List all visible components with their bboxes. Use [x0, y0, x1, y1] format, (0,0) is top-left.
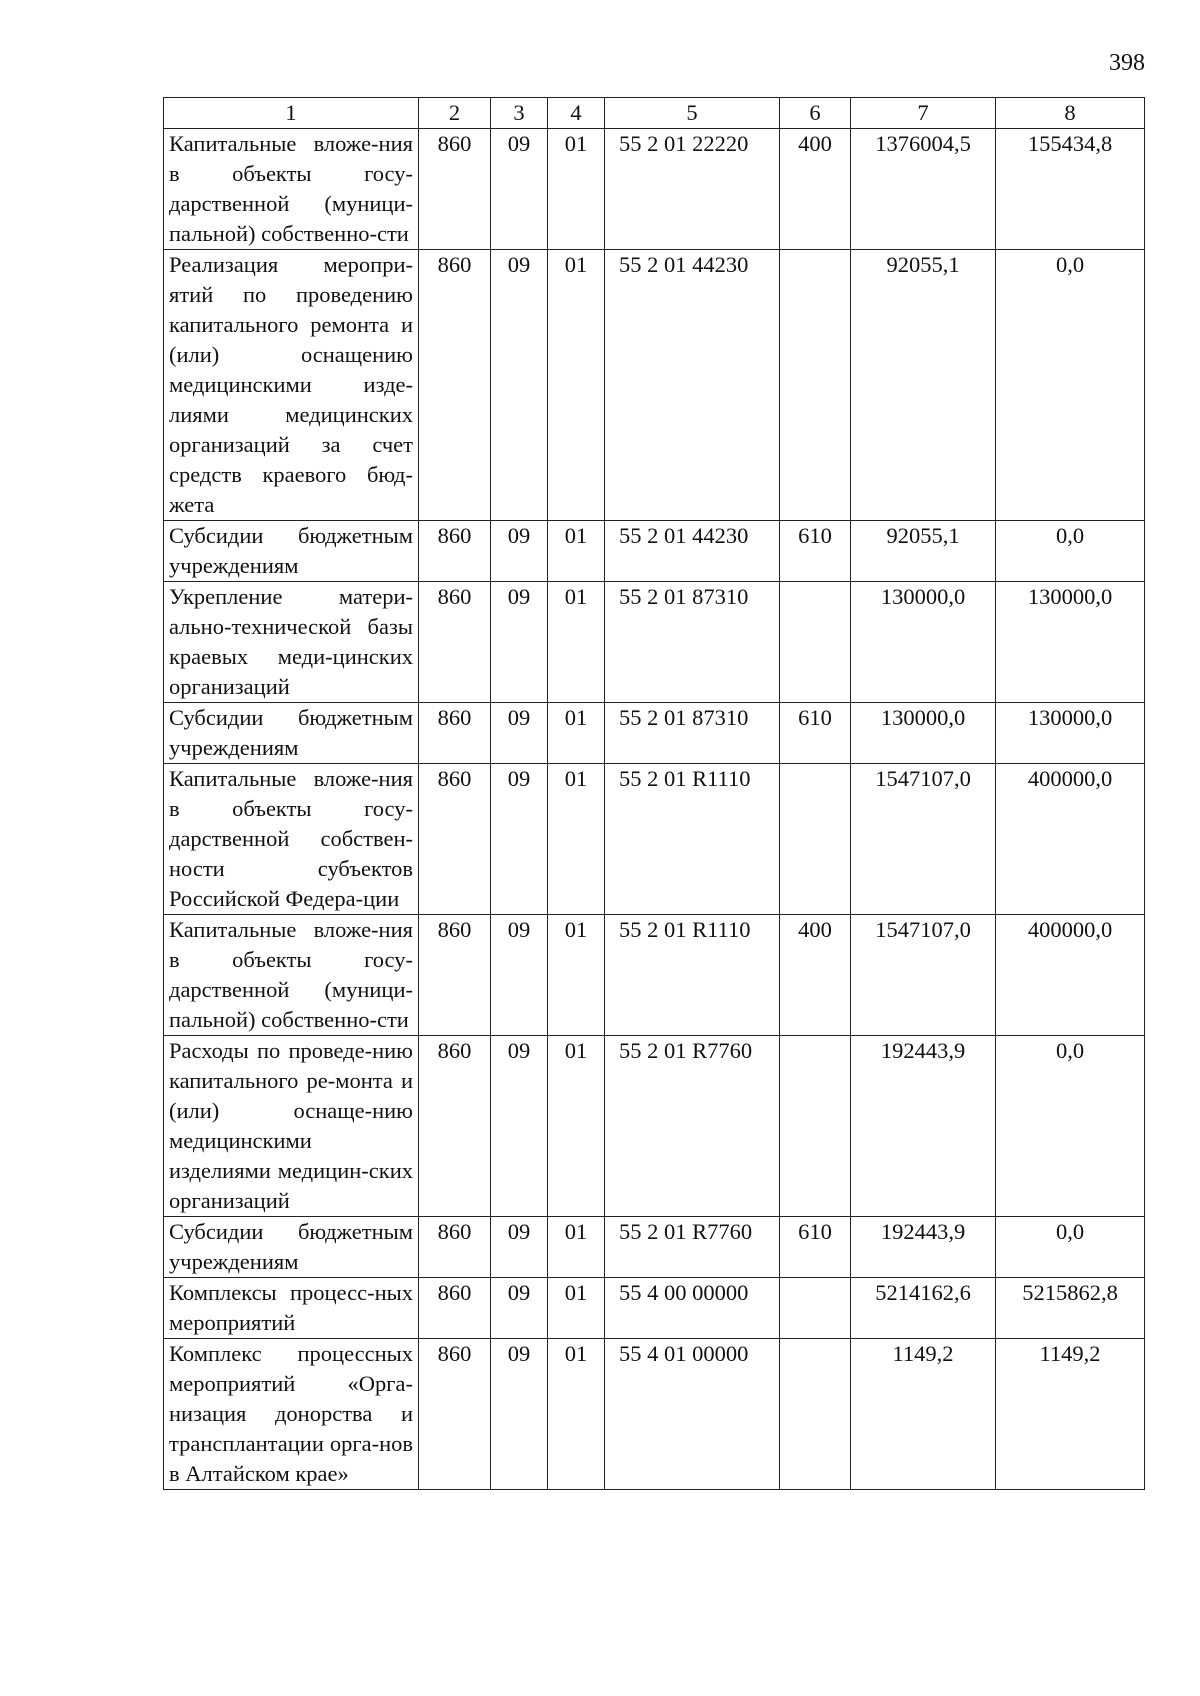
ministry-code-cell: 860 [419, 1036, 491, 1217]
section-code-cell: 09 [491, 764, 548, 915]
amount-year-2-cell: 5215862,8 [996, 1278, 1145, 1339]
table-row [164, 1339, 1145, 1490]
ministry-code-cell: 860 [419, 582, 491, 703]
target-article-cell: 55 2 01 87310 [605, 582, 780, 703]
target-article-cell: 55 2 01 R1110 [605, 764, 780, 915]
target-article-cell: 55 2 01 R1110 [605, 915, 780, 1036]
item-name-cell: Расходы по проведе-нию капитального ре-монта и (или) оснаще-нию медицинскими изделиями медицин-ских организаций [164, 1036, 419, 1217]
column-header: 1 [164, 98, 419, 129]
column-header: 4 [548, 98, 605, 129]
subsection-code-cell: 01 [548, 129, 605, 250]
table-row [164, 582, 1145, 703]
column-header: 5 [605, 98, 780, 129]
expense-type-cell [780, 764, 851, 915]
subsection-code-cell: 01 [548, 250, 605, 521]
ministry-code-cell: 860 [419, 1339, 491, 1490]
ministry-code-cell: 860 [419, 1217, 491, 1278]
amount-year-2-cell: 130000,0 [996, 582, 1145, 703]
expense-type-cell [780, 250, 851, 521]
amount-year-1-cell: 192443,9 [851, 1036, 996, 1217]
subsection-code-cell: 01 [548, 703, 605, 764]
amount-year-2-cell: 0,0 [996, 1217, 1145, 1278]
column-header: 8 [996, 98, 1145, 129]
amount-year-2-cell: 155434,8 [996, 129, 1145, 250]
column-header: 7 [851, 98, 996, 129]
expense-type-cell: 610 [780, 521, 851, 582]
amount-year-2-cell: 0,0 [996, 521, 1145, 582]
budget-table [163, 97, 1145, 1490]
item-name-cell: Реализация меропри-ятий по проведению капитального ремонта и (или) оснащению медицинскими изде-лиями медицинских организаций за счет средств краевого бюд-жета [164, 250, 419, 521]
amount-year-2-cell: 400000,0 [996, 764, 1145, 915]
item-name-cell: Комплексы процесс-ных мероприятий [164, 1278, 419, 1339]
amount-year-1-cell: 92055,1 [851, 521, 996, 582]
amount-year-1-cell: 1547107,0 [851, 915, 996, 1036]
table-row [164, 1036, 1145, 1217]
expense-type-cell: 610 [780, 703, 851, 764]
ministry-code-cell: 860 [419, 1278, 491, 1339]
expense-type-cell [780, 1278, 851, 1339]
table-row [164, 1217, 1145, 1278]
subsection-code-cell: 01 [548, 1036, 605, 1217]
target-article-cell: 55 4 01 00000 [605, 1339, 780, 1490]
table-row [164, 703, 1145, 764]
item-name-cell: Комплекс процессных мероприятий «Орга-низация донорства и трансплантации орга-нов в Алтайском крае» [164, 1339, 419, 1490]
section-code-cell: 09 [491, 1036, 548, 1217]
column-header: 3 [491, 98, 548, 129]
target-article-cell: 55 2 01 22220 [605, 129, 780, 250]
section-code-cell: 09 [491, 1339, 548, 1490]
section-code-cell: 09 [491, 1217, 548, 1278]
table-row [164, 250, 1145, 521]
table-body [164, 129, 1145, 1490]
amount-year-1-cell: 192443,9 [851, 1217, 996, 1278]
ministry-code-cell: 860 [419, 129, 491, 250]
amount-year-1-cell: 1547107,0 [851, 764, 996, 915]
subsection-code-cell: 01 [548, 582, 605, 703]
subsection-code-cell: 01 [548, 764, 605, 915]
target-article-cell: 55 2 01 R7760 [605, 1217, 780, 1278]
item-name-cell: Капитальные вложе-ния в объекты госу-дарственной собствен-ности субъектов Российской Федера-ции [164, 764, 419, 915]
column-header: 6 [780, 98, 851, 129]
amount-year-1-cell: 92055,1 [851, 250, 996, 521]
page-number: 398 [1109, 50, 1145, 76]
section-code-cell: 09 [491, 250, 548, 521]
subsection-code-cell: 01 [548, 521, 605, 582]
table-header-row [164, 98, 1145, 129]
target-article-cell: 55 2 01 44230 [605, 250, 780, 521]
ministry-code-cell: 860 [419, 250, 491, 521]
table-row [164, 915, 1145, 1036]
section-code-cell: 09 [491, 915, 548, 1036]
item-name-cell: Субсидии бюджетным учреждениям [164, 703, 419, 764]
expense-type-cell: 400 [780, 915, 851, 1036]
amount-year-1-cell: 130000,0 [851, 582, 996, 703]
subsection-code-cell: 01 [548, 1278, 605, 1339]
amount-year-2-cell: 130000,0 [996, 703, 1145, 764]
target-article-cell: 55 2 01 R7760 [605, 1036, 780, 1217]
section-code-cell: 09 [491, 703, 548, 764]
subsection-code-cell: 01 [548, 915, 605, 1036]
ministry-code-cell: 860 [419, 915, 491, 1036]
subsection-code-cell: 01 [548, 1217, 605, 1278]
amount-year-2-cell: 0,0 [996, 250, 1145, 521]
table-row [164, 764, 1145, 915]
expense-type-cell [780, 1339, 851, 1490]
column-header: 2 [419, 98, 491, 129]
section-code-cell: 09 [491, 521, 548, 582]
subsection-code-cell: 01 [548, 1339, 605, 1490]
expense-type-cell: 610 [780, 1217, 851, 1278]
item-name-cell: Капитальные вложе-ния в объекты госу-дарственной (муници-пальной) собственно-сти [164, 915, 419, 1036]
amount-year-1-cell: 1376004,5 [851, 129, 996, 250]
section-code-cell: 09 [491, 582, 548, 703]
target-article-cell: 55 2 01 44230 [605, 521, 780, 582]
amount-year-2-cell: 400000,0 [996, 915, 1145, 1036]
table-row [164, 129, 1145, 250]
item-name-cell: Укрепление матери-ально-технической базы краевых меди-цинских организаций [164, 582, 419, 703]
expense-type-cell [780, 582, 851, 703]
ministry-code-cell: 860 [419, 521, 491, 582]
amount-year-1-cell: 130000,0 [851, 703, 996, 764]
ministry-code-cell: 860 [419, 703, 491, 764]
section-code-cell: 09 [491, 1278, 548, 1339]
item-name-cell: Субсидии бюджетным учреждениям [164, 521, 419, 582]
amount-year-2-cell: 0,0 [996, 1036, 1145, 1217]
expense-type-cell: 400 [780, 129, 851, 250]
target-article-cell: 55 4 00 00000 [605, 1278, 780, 1339]
item-name-cell: Субсидии бюджетным учреждениям [164, 1217, 419, 1278]
ministry-code-cell: 860 [419, 764, 491, 915]
amount-year-2-cell: 1149,2 [996, 1339, 1145, 1490]
expense-type-cell [780, 1036, 851, 1217]
section-code-cell: 09 [491, 129, 548, 250]
table-row [164, 1278, 1145, 1339]
table-row [164, 521, 1145, 582]
item-name-cell: Капитальные вложе-ния в объекты госу-дарственной (муници-пальной) собственно-сти [164, 129, 419, 250]
target-article-cell: 55 2 01 87310 [605, 703, 780, 764]
amount-year-1-cell: 1149,2 [851, 1339, 996, 1490]
amount-year-1-cell: 5214162,6 [851, 1278, 996, 1339]
